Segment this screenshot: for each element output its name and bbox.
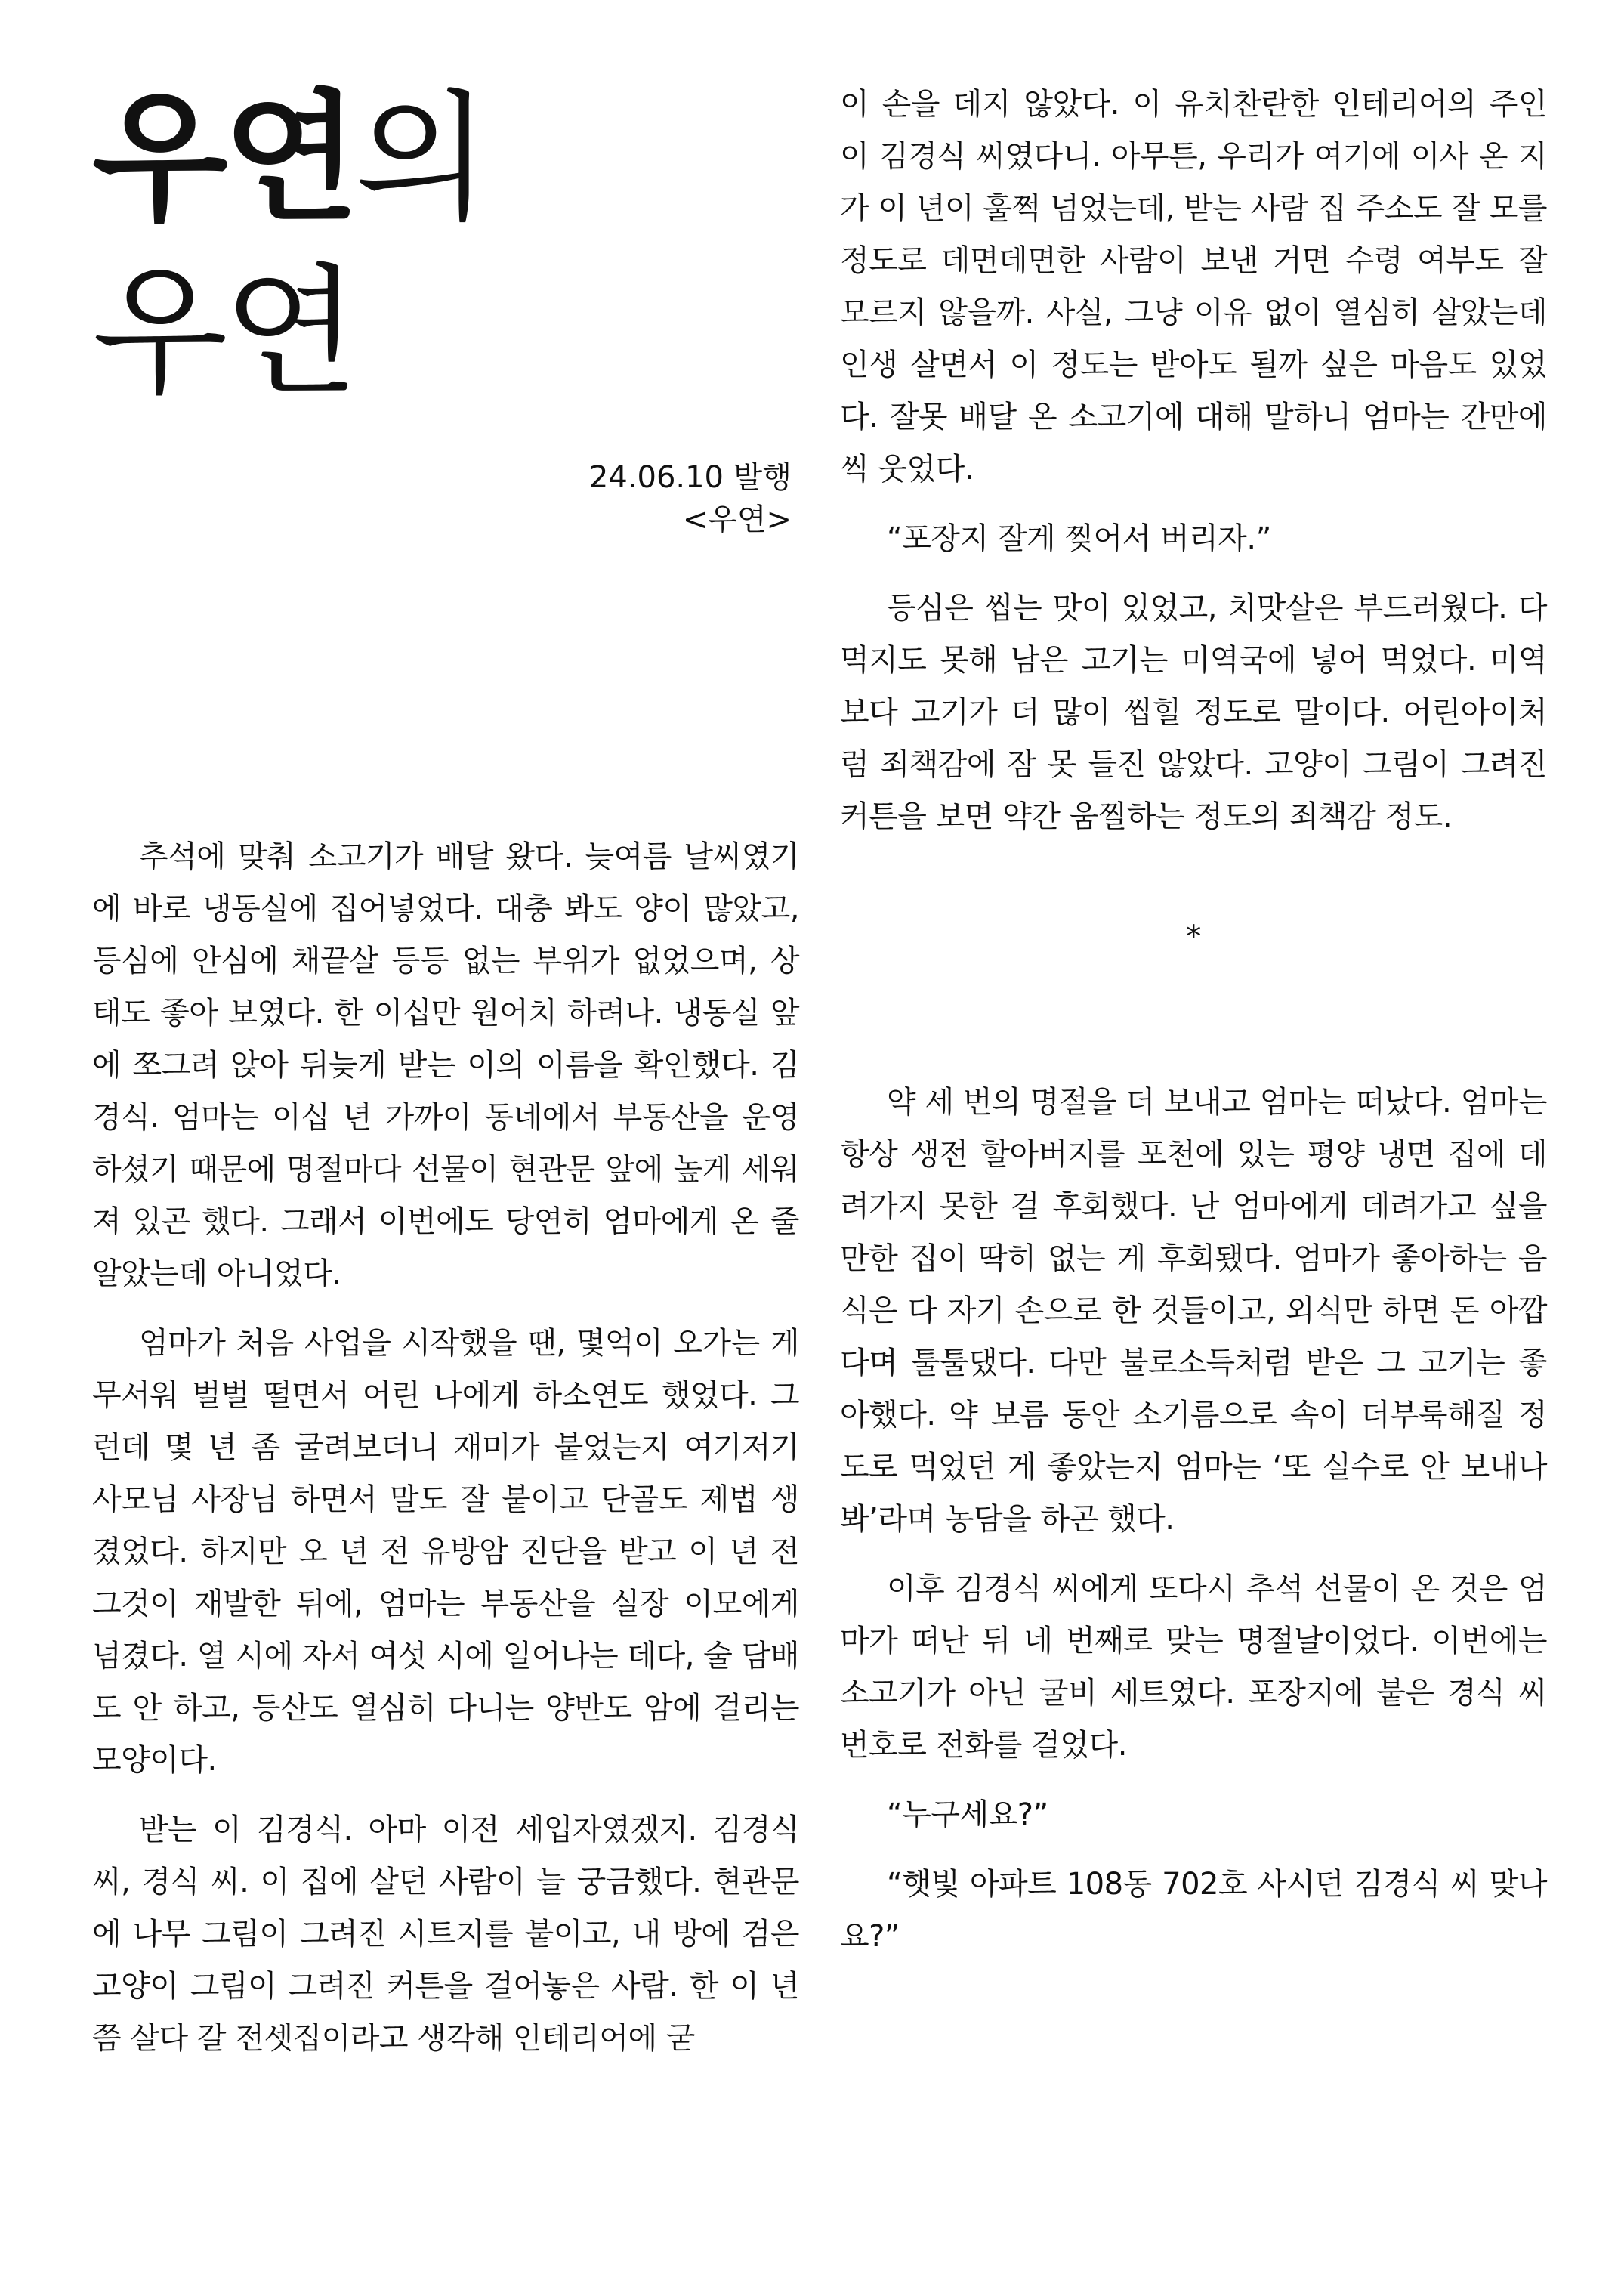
dialogue-line: “햇빛 아파트 108동 702호 사시던 김경식 씨 맞나요?” — [840, 1867, 1547, 1954]
paragraph: 약 세 번의 명절을 더 보내고 엄마는 떠났다. 엄마는 항상 생전 할아버지를 포천에 있는 평양 냉면 집에 데려가지 못한 걸 후회했다. 난 엄마에게 데려가고 싶을 만한 집이 딱히 없는 게 후회됐다. 엄마가 좋아하는 음식은 다 자기 손으로 한 것들이고, 외식만 하면 돈 아깝다며 툴툴댔다. 다만 불로소득처럼 받은 그 고기는 좋아했다. 약 보름 동안 소기름으로 속이 더부룩해질 정도로 먹었던 게 좋았는지 엄마는 ‘또 실수로 안 보내나 봐’라며 농담을 하곤 했다. — [840, 1085, 1547, 1537]
left-column — [92, 831, 799, 2082]
paragraph-continuation: 이 손을 데지 않았다. 이 유치찬란한 인테리어의 주인이 김경식 씨였다니. 아무튼, 우리가 여기에 이사 온 지가 이 년이 훌쩍 넘었는데, 받는 사람 집 주소도 잘 모를 정도로 데면데면한 사람이 보낸 거면 수령 여부도 잘 모르지 않을까. 사실, 그냥 이유 없이 열심히 살았는데 인생 살면서 이 정도는 받아도 될까 싶은 마음도 있었다. 잘못 배달 온 소고기에 대해 말하니 엄마는 간만에 씩 웃었다. — [840, 87, 1547, 487]
dialogue-line: “포장지 잘게 찢어서 버리자.” — [887, 521, 1271, 556]
title-bold-part: 우연 — [92, 76, 355, 240]
title-line-2: 우연 — [92, 250, 355, 414]
paragraph: 엄마가 처음 사업을 시작했을 땐, 몇억이 오가는 게 무서워 벌벌 떨면서 어린 나에게 하소연도 했었다. 그런데 몇 년 좀 굴려보더니 재미가 붙었는지 여기저기 사모님 사장님 하면서 말도 잘 붙이고 단골도 제법 생겼었다. 하지만 오 년 전 유방암 진단을 받고 이 년 전 그것이 재발한 뒤에, 엄마는 부동산을 실장 이모에게 넘겼다. 열 시에 자서 여섯 시에 일어나는 데다, 술 담배도 안 하고, 등산도 열심히 다니는 양반도 암에 걸리는 모양이다. — [92, 1326, 799, 1778]
publication-source: <우연> — [682, 502, 792, 537]
article-title — [92, 72, 486, 419]
title-rest-part: 의 — [354, 76, 486, 240]
paragraph: 받는 이 김경식. 아마 이전 세입자였겠지. 김경식 씨, 경식 씨. 이 집에 살던 사람이 늘 궁금했다. 현관문에 나무 그림이 그려진 시트지를 붙이고, 내 방에 검은 고양이 그림이 그려진 커튼을 걸어놓은 사람. 한 이 년쯤 살다 갈 전셋집이라고 생각해 인테리어에 굳 — [92, 1812, 799, 2056]
title-line-1 — [92, 72, 486, 246]
right-column — [840, 79, 1547, 1980]
publication-meta — [589, 456, 792, 541]
paragraph: 등심은 씹는 맛이 있었고, 치맛살은 부드러웠다. 다 먹지도 못해 남은 고기는 미역국에 넣어 먹었다. 미역보다 고기가 더 많이 씹힐 정도로 말이다. 어린아이처럼 죄책감에 잠 못 들진 않았다. 고양이 그림이 그려진 커튼을 보면 약간 움찔하는 정도의 죄책감 정도. — [840, 591, 1547, 834]
publish-date: 24.06.10 발행 — [588, 460, 792, 495]
section-separator: * — [1186, 919, 1201, 954]
dialogue-line: “누구세요?” — [887, 1797, 1048, 1832]
paragraph: 추석에 맞춰 소고기가 배달 왔다. 늦여름 날씨였기에 바로 냉동실에 집어넣었다. 대충 봐도 양이 많았고, 등심에 안심에 채끝살 등등 없는 부위가 없었으며, 상태도 좋아 보였다. 한 이십만 원어치 하려나. 냉동실 앞에 쪼그려 앉아 뒤늦게 받는 이의 이름을 확인했다. 김경식. 엄마는 이십 년 가까이 동네에서 부동산을 운영하셨기 때문에 명절마다 선물이 현관문 앞에 높게 세워져 있곤 했다. 그래서 이번에도 당연히 엄마에게 온 줄 알았는데 아니었다. — [92, 839, 799, 1291]
paragraph: 이후 김경식 씨에게 또다시 추석 선물이 온 것은 엄마가 떠난 뒤 네 번째로 맞는 명절날이었다. 이번에는 소고기가 아닌 굴비 세트였다. 포장지에 붙은 경식 씨 번호로 전화를 걸었다. — [840, 1571, 1547, 1763]
